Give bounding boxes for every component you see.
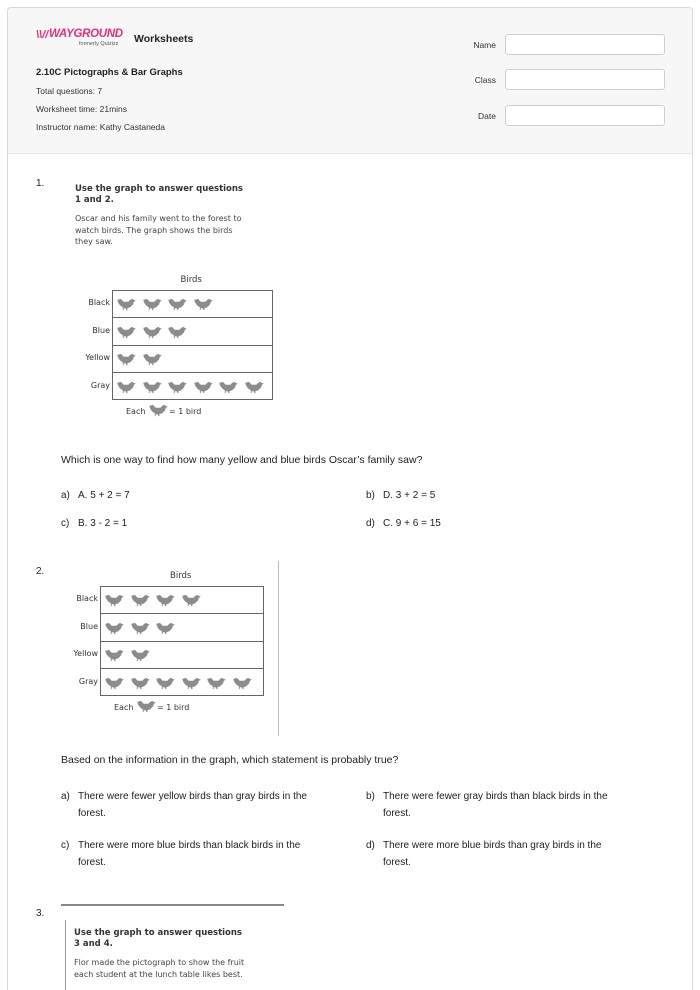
option-text-line: There were fewer yellow birds than gray birds in the — [78, 791, 307, 802]
bird-icon — [104, 594, 125, 607]
bird-icon — [167, 298, 188, 311]
name-label: Name — [473, 40, 496, 50]
bird-icon — [206, 677, 227, 690]
passage-text-line: Flor made the pictograph to show the fruit — [74, 958, 245, 967]
passage-text-line: Oscar and his family went to the forest to — [75, 214, 242, 223]
key-prefix: Each — [114, 703, 136, 712]
passage-text-line: watch birds. The graph shows the birds — [75, 225, 233, 235]
passage-heading — [75, 184, 295, 206]
option-text: A. 5 + 2 = 7 — [78, 490, 130, 501]
pictograph-row — [101, 587, 263, 614]
option-text-line: forest. — [78, 808, 106, 819]
total-questions: Total questions: 7 — [36, 86, 103, 96]
worksheet — [7, 7, 693, 990]
pictograph-row — [101, 670, 263, 697]
key-prefix: Each — [126, 407, 148, 416]
chart-title: Birds — [170, 571, 192, 581]
option-letter: b) — [366, 791, 375, 802]
row-label-black: Black — [88, 298, 110, 307]
option-letter: d) — [366, 518, 375, 529]
option-letter: a) — [61, 490, 70, 501]
instructor-name: Instructor name: Kathy Castaneda — [36, 122, 165, 132]
option-letter: b) — [366, 490, 375, 501]
pictograph-table — [112, 290, 273, 400]
pictograph-row — [113, 374, 272, 401]
row-label-gray: Gray — [90, 380, 110, 390]
bird-icon — [104, 649, 125, 662]
bird-icon — [181, 677, 202, 690]
bird-icon — [130, 677, 151, 690]
bird-icon — [167, 381, 188, 394]
bird-icon — [142, 353, 163, 366]
bird-icon — [167, 326, 188, 339]
image-left-border — [65, 920, 66, 990]
question-2-number: 2. — [36, 566, 45, 577]
option-text-line: forest. — [78, 857, 106, 868]
row-label-gray: Gray — [78, 676, 98, 686]
pictograph-row — [113, 346, 272, 373]
bird-icon — [130, 594, 151, 607]
bird-icon — [116, 381, 137, 394]
bird-icon — [116, 298, 137, 311]
row-label-blue: Blue — [80, 621, 98, 631]
logo-mark-icon: \\// — [36, 29, 49, 41]
bird-icon — [130, 649, 151, 662]
passage-heading-line: Use the graph to answer questions — [74, 928, 242, 938]
option-letter: c) — [61, 840, 70, 851]
class-field[interactable] — [505, 69, 665, 90]
pictograph-row — [113, 291, 272, 318]
option-text — [383, 788, 608, 822]
logo-wordmark: WAYGROUND — [49, 28, 123, 40]
image-top-border — [61, 904, 284, 906]
option-text: B. 3 - 2 = 1 — [78, 518, 128, 529]
bird-icon — [116, 326, 137, 339]
row-label-yellow: Yellow — [85, 353, 110, 362]
row-label-blue: Blue — [92, 325, 110, 335]
bird-icon — [116, 353, 137, 366]
bird-icon — [155, 677, 176, 690]
brand-label: Worksheets — [134, 33, 194, 45]
worksheet-title: 2.10C Pictographs & Bar Graphs — [36, 67, 183, 78]
question-3-number: 3. — [36, 908, 45, 919]
option-text-line: There were fewer gray birds than black birds in the — [383, 791, 608, 802]
passage-text — [74, 957, 294, 980]
option-text: C. 9 + 6 = 15 — [383, 518, 441, 529]
question-3-passage — [74, 928, 294, 980]
option-letter: a) — [61, 791, 70, 802]
pictograph-row — [113, 319, 272, 346]
bird-icon — [193, 298, 214, 311]
option-text — [78, 788, 307, 822]
passage-heading-line: 1 and 2. — [75, 195, 114, 205]
worksheet-time: Worksheet time: 21mins — [36, 104, 128, 114]
bird-icon — [130, 622, 151, 635]
bird-icon — [218, 381, 239, 394]
key-suffix: = 1 bird — [156, 703, 190, 712]
pictograph-key — [126, 405, 201, 418]
chart-title: Birds — [180, 275, 202, 285]
option-letter: d) — [366, 840, 375, 851]
bird-icon — [142, 326, 163, 339]
option-text — [383, 837, 601, 871]
pictograph-table — [100, 586, 264, 696]
passage-heading — [74, 928, 294, 950]
passage-heading-line: 3 and 4. — [74, 939, 113, 949]
question-1-number: 1. — [36, 178, 45, 189]
bird-icon — [232, 677, 253, 690]
logo-subtitle: formerly Quizizz — [79, 41, 119, 47]
option-letter: c) — [61, 518, 70, 529]
pictograph-key — [114, 701, 189, 714]
question-1-text: Which is one way to find how many yellow and blue birds Oscar’s family saw? — [61, 454, 423, 466]
date-label: Date — [478, 111, 496, 121]
bird-icon — [155, 594, 176, 607]
bird-icon — [142, 298, 163, 311]
passage-text-line: each student at the lunch table likes best. — [74, 969, 243, 979]
pictograph-row — [101, 642, 263, 669]
class-label: Class — [474, 75, 496, 85]
bird-icon — [181, 594, 202, 607]
bird-icon — [244, 381, 265, 394]
bird-icon — [136, 700, 157, 713]
question-1-passage — [75, 184, 295, 248]
image-divider — [278, 561, 279, 736]
passage-text — [75, 213, 295, 248]
bird-icon — [155, 622, 176, 635]
wayground-logo — [36, 28, 128, 50]
row-label-yellow: Yellow — [73, 649, 98, 658]
bird-icon — [148, 404, 169, 417]
passage-text-line: they saw. — [75, 237, 113, 246]
bird-icon — [104, 677, 125, 690]
pictograph-row — [101, 615, 263, 642]
option-text: D. 3 + 2 = 5 — [383, 490, 436, 501]
worksheet-header — [8, 8, 692, 154]
bird-icon — [193, 381, 214, 394]
row-label-black: Black — [76, 594, 98, 603]
option-text-line: forest. — [383, 808, 411, 819]
date-field[interactable] — [505, 105, 665, 126]
key-suffix: = 1 bird — [168, 407, 202, 416]
option-text — [78, 837, 300, 871]
bird-icon — [104, 622, 125, 635]
option-text-line: There were more blue birds than gray birds in the — [383, 840, 602, 851]
option-text-line: There were more blue birds than black birds in the — [78, 840, 301, 851]
bird-icon — [142, 381, 163, 394]
option-text-line: forest. — [383, 857, 411, 868]
passage-heading-line: Use the graph to answer questions — [75, 184, 243, 194]
question-2-text: Based on the information in the graph, which statement is probably true? — [61, 754, 399, 766]
name-field[interactable] — [505, 34, 665, 55]
